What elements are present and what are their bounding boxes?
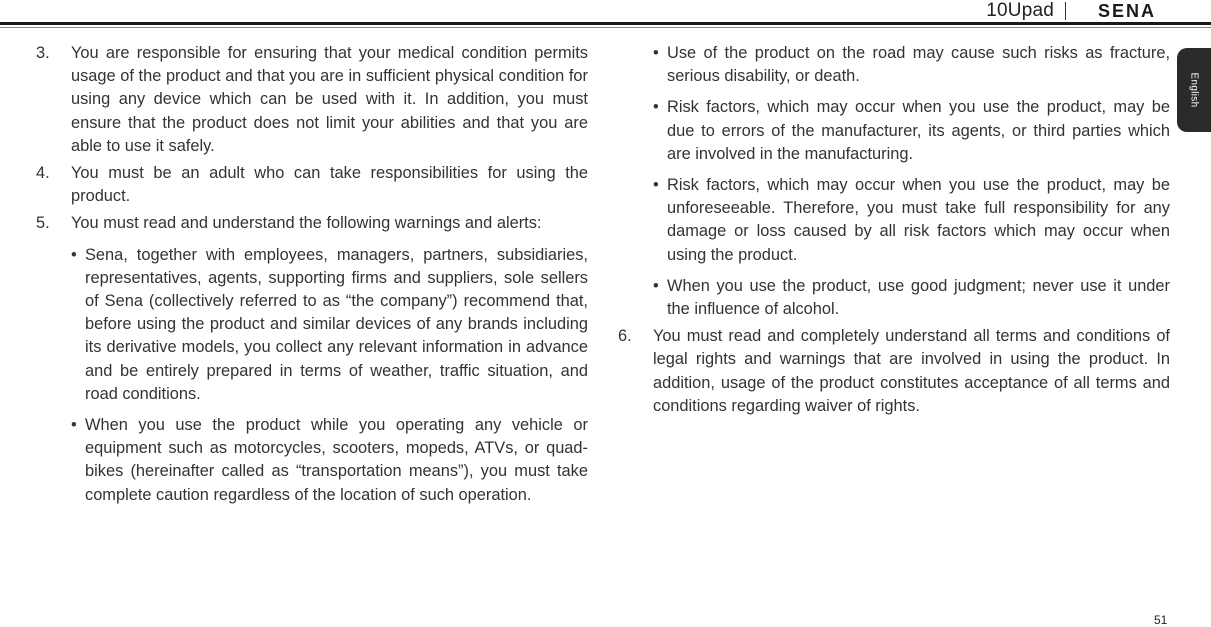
bullet-item	[653, 174, 1170, 267]
list-item-4	[36, 162, 588, 208]
list-item-3	[36, 42, 588, 158]
item-text: You must read and completely understand all terms and conditions of legal rights and warnings that are involved in using the product. In addition, usage of the product constitutes acceptance of all terms and conditions regarding waiver of rights.	[653, 327, 1170, 415]
bullet-glyph: •	[653, 98, 659, 117]
warning-list-continued	[653, 42, 1170, 321]
list-item-6	[618, 325, 1170, 418]
svg-text:SENA: SENA	[1097, 3, 1157, 19]
product-name: 10Upad	[986, 0, 1054, 21]
item-number: 5.	[36, 214, 50, 233]
bullet-text: When you use the product, use good judgment; never use it under the influence of alcohol.	[667, 276, 1170, 319]
item-text: You must read and understand the following warnings and alerts:	[71, 214, 542, 233]
bullet-text: When you use the product while you operating any vehicle or equipment such as motorcycles, scooters, mopeds, ATVs, or quad-bikes (hereinafter called as “transportation means”), you must take complete caution regardless of the location of such operation.	[85, 416, 588, 504]
list-item-5	[36, 212, 588, 506]
item-text: You are responsible for ensuring that your medical condition permits usage of the product and that you are in sufficient physical condition for using any device which can be used with it. In addition, you must ensure that the product does not limit your abilities and that you are able to use it safely.	[71, 44, 588, 155]
item-number: 6.	[618, 327, 632, 346]
left-column	[36, 42, 588, 507]
bullet-item	[653, 42, 1170, 88]
bullet-glyph: •	[71, 416, 77, 435]
warning-list	[71, 244, 588, 507]
right-column	[618, 42, 1170, 418]
bullet-item	[653, 96, 1170, 166]
page-number: 51	[1154, 613, 1168, 627]
bullet-item	[71, 244, 588, 406]
header-divider	[1065, 2, 1066, 20]
bullet-text: Sena, together with employees, managers, partners, subsidiaries, representatives, agents, supporting firms and suppliers, sole sellers of Sena (collectively referred to as “the company”) recommend that, before using the product and similar devices of any brands including its derivative models, you collect any relevant information in advance and be entirely prepared in terms of weather, traffic situation, and road conditions.	[85, 245, 588, 403]
language-tab-label: English	[1188, 72, 1200, 108]
item-number: 4.	[36, 164, 50, 183]
header-rule	[0, 22, 1211, 25]
bullet-text: Risk factors, which may occur when you use the product, may be unforeseeable. Therefore, you must take full responsibility for any damage or loss caused by all risk factors which may occur when using the product.	[667, 176, 1170, 264]
item-number: 3.	[36, 44, 50, 62]
bullet-item	[653, 275, 1170, 321]
bullet-glyph: •	[653, 44, 659, 62]
bullet-glyph: •	[653, 176, 659, 195]
bullet-glyph: •	[653, 276, 659, 295]
bullet-text: Risk factors, which may occur when you use the product, may be due to errors of the manufacturer, its agents, or third parties which are involved in the manufacturing.	[667, 98, 1170, 163]
bullet-item	[71, 414, 588, 507]
language-tab	[1177, 48, 1211, 132]
item-text: You must be an adult who can take responsibilities for using the product.	[71, 164, 588, 206]
sena-logo	[1079, 3, 1175, 19]
bullet-glyph: •	[71, 245, 77, 264]
header-rule-thin	[0, 27, 1211, 28]
bullet-text: Use of the product on the road may cause such risks as fracture, serious disability, or death.	[667, 44, 1170, 86]
